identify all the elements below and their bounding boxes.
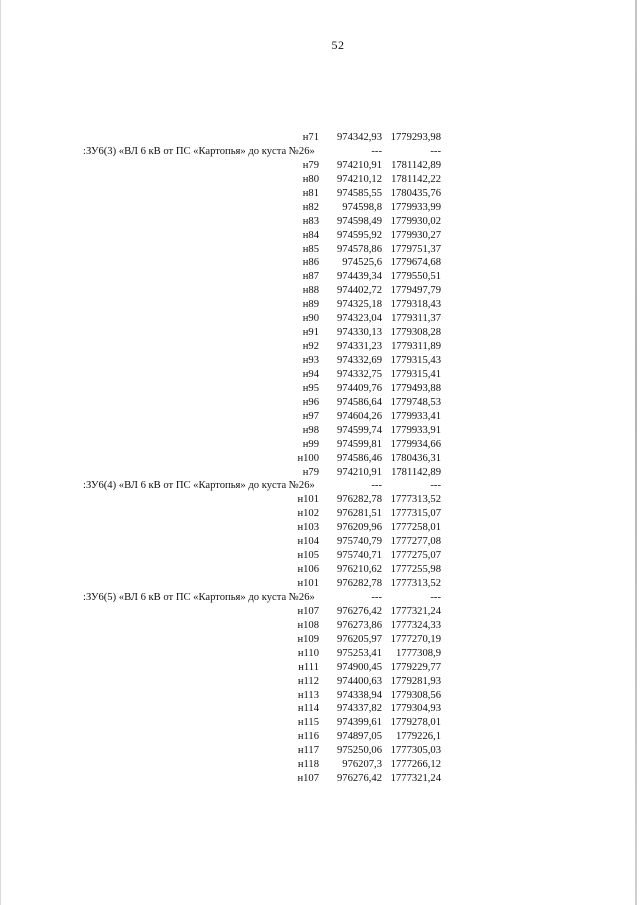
- x-coordinate: 974332,69: [336, 355, 382, 366]
- x-coordinate: 976209,96: [336, 522, 382, 534]
- y-coordinate: 1780435,76: [390, 187, 441, 199]
- point-id: н108: [297, 619, 319, 631]
- x-coordinate: 974599,81: [336, 438, 382, 450]
- y-coordinate: 1781142,22: [391, 173, 441, 185]
- point-id: н79: [302, 466, 319, 478]
- x-coordinate: 975740,71: [336, 550, 382, 562]
- y-coordinate: 1777305,03: [390, 745, 441, 757]
- x-coordinate: 976276,42: [336, 605, 382, 617]
- y-coordinate: 1779493,88: [390, 382, 441, 394]
- x-coordinate: 975740,79: [336, 536, 382, 548]
- x-coordinate: 976273,86: [336, 619, 382, 631]
- y-coordinate: 1779308,28: [390, 327, 441, 339]
- y-coordinate: 1779311,89: [391, 341, 441, 353]
- y-coordinate: 1779304,93: [390, 703, 441, 715]
- x-coordinate: 974604,26: [336, 410, 382, 422]
- coordinate-row: [0, 368, 470, 382]
- point-id: н93: [302, 355, 319, 366]
- point-id: н86: [302, 257, 319, 269]
- point-id: н84: [302, 229, 319, 241]
- coordinate-row: [0, 215, 470, 229]
- y-coordinate: ---: [430, 591, 441, 603]
- coordinate-row: [0, 298, 470, 312]
- y-coordinate: 1779934,66: [390, 438, 441, 450]
- x-coordinate: 974325,18: [336, 299, 382, 311]
- point-id: н83: [302, 215, 319, 227]
- point-id: н117: [297, 745, 319, 757]
- y-coordinate: 1777258,01: [390, 522, 441, 534]
- coordinate-row: [0, 354, 470, 368]
- point-id: н105: [297, 550, 319, 562]
- x-coordinate: 974598,8: [342, 201, 382, 213]
- y-coordinate: 1779674,68: [390, 257, 441, 269]
- section-header-row: [0, 145, 470, 159]
- section-header-row: [0, 591, 470, 605]
- y-coordinate: ---: [430, 145, 441, 157]
- section-header-row: [0, 479, 470, 493]
- coordinate-row: [0, 661, 470, 675]
- point-id: н71: [302, 132, 319, 143]
- coordinate-row: [0, 772, 470, 786]
- x-coordinate: 974578,86: [336, 243, 382, 255]
- x-coordinate: 974585,55: [336, 187, 382, 199]
- x-coordinate: 974586,64: [336, 396, 382, 408]
- coordinate-row: [0, 702, 470, 716]
- y-coordinate: 1779933,91: [390, 424, 441, 436]
- point-id: н115: [297, 717, 319, 729]
- y-coordinate: 1777275,07: [390, 550, 441, 562]
- coordinate-row: [0, 563, 470, 577]
- y-coordinate: 1779278,01: [390, 717, 441, 729]
- coordinate-row: [0, 326, 470, 340]
- y-coordinate: 1779315,43: [390, 355, 441, 366]
- section-label: :ЗУ6(4) «ВЛ 6 кВ от ПС «Картопья» до куста №26»: [83, 480, 315, 492]
- point-id: н97: [302, 410, 319, 422]
- coordinate-row: [0, 159, 470, 173]
- x-coordinate: 975253,41: [336, 647, 382, 659]
- y-coordinate: 1777315,07: [390, 508, 441, 520]
- y-coordinate: ---: [430, 480, 441, 492]
- point-id: н82: [302, 201, 319, 213]
- point-id: н118: [297, 759, 319, 771]
- point-id: н95: [302, 382, 319, 394]
- y-coordinate: 1779311,37: [391, 313, 441, 325]
- point-id: н110: [297, 647, 319, 659]
- coordinate-row: [0, 452, 470, 466]
- y-coordinate: 1777308,9: [395, 647, 441, 659]
- coordinate-row: [0, 256, 470, 270]
- y-coordinate: 1777266,12: [390, 759, 441, 771]
- y-coordinate: 1777270,19: [390, 633, 441, 645]
- point-id: н113: [297, 689, 319, 701]
- point-id: н90: [302, 313, 319, 325]
- y-coordinate: 1777313,52: [390, 578, 441, 589]
- y-coordinate: 1777255,98: [390, 564, 441, 576]
- x-coordinate: 974210,91: [336, 466, 382, 478]
- coordinate-row: [0, 284, 470, 298]
- y-coordinate: 1779293,98: [390, 132, 441, 143]
- x-coordinate: 974402,72: [336, 285, 382, 297]
- x-coordinate: 974897,05: [336, 731, 382, 743]
- x-coordinate: 974586,46: [336, 452, 382, 464]
- y-coordinate: 1777313,52: [390, 494, 441, 506]
- point-id: н94: [302, 368, 319, 380]
- x-coordinate: 975250,06: [336, 745, 382, 757]
- coordinate-row: [0, 312, 470, 326]
- x-coordinate: 974595,92: [336, 229, 382, 241]
- coordinate-row: [0, 675, 470, 689]
- x-coordinate: 976210,62: [336, 564, 382, 576]
- coordinate-row: [0, 493, 470, 507]
- y-coordinate: 1779930,02: [390, 215, 441, 227]
- coordinate-row: [0, 382, 470, 396]
- coordinate-row: [0, 689, 470, 703]
- point-id: н104: [297, 536, 319, 548]
- y-coordinate: 1779226,1: [395, 731, 441, 743]
- point-id: н87: [302, 271, 319, 283]
- x-coordinate: 974331,23: [336, 341, 382, 353]
- coordinate-row: [0, 577, 470, 591]
- coordinate-row: [0, 466, 470, 480]
- point-id: н81: [302, 187, 319, 199]
- point-id: н101: [297, 494, 319, 506]
- x-coordinate: 976276,42: [336, 773, 382, 785]
- y-coordinate: 1779318,43: [390, 299, 441, 311]
- coordinate-row: [0, 535, 470, 549]
- coordinate-row: [0, 424, 470, 438]
- x-coordinate: 974439,34: [336, 271, 382, 283]
- coordinate-row: [0, 744, 470, 758]
- x-coordinate: 976281,51: [336, 508, 382, 520]
- point-id: н79: [302, 159, 319, 171]
- y-coordinate: 1777324,33: [390, 619, 441, 631]
- point-id: н100: [297, 452, 319, 464]
- x-coordinate: 974525,6: [342, 257, 382, 269]
- coordinate-row: [0, 201, 470, 215]
- coordinate-row: [0, 521, 470, 535]
- y-coordinate: 1779308,56: [390, 689, 441, 701]
- y-coordinate: 1781142,89: [391, 466, 441, 478]
- coordinate-row: [0, 647, 470, 661]
- coordinate-row: [0, 633, 470, 647]
- coordinate-row: [0, 340, 470, 354]
- y-coordinate: 1780436,31: [390, 452, 441, 464]
- point-id: н109: [297, 633, 319, 645]
- x-coordinate: 976207,3: [342, 759, 382, 771]
- coordinate-row: [0, 730, 470, 744]
- x-coordinate: 976282,78: [336, 494, 382, 506]
- x-coordinate: 974330,13: [336, 327, 382, 339]
- x-coordinate: 974900,45: [336, 661, 382, 673]
- x-coordinate: 974210,91: [336, 159, 382, 171]
- point-id: н96: [302, 396, 319, 408]
- coordinate-row: [0, 507, 470, 521]
- point-id: н91: [302, 327, 319, 339]
- y-coordinate: 1779751,37: [390, 243, 441, 255]
- point-id: н85: [302, 243, 319, 255]
- coordinate-row: [0, 187, 470, 201]
- coordinate-row: [0, 173, 470, 187]
- x-coordinate: 974599,74: [336, 424, 382, 436]
- x-coordinate: 974332,75: [336, 368, 382, 380]
- coordinate-row: [0, 396, 470, 410]
- y-coordinate: 1779315,41: [390, 368, 441, 380]
- coordinate-row: [0, 758, 470, 772]
- x-coordinate: 974323,04: [336, 313, 382, 325]
- point-id: н101: [297, 578, 319, 589]
- y-coordinate: 1779550,51: [390, 271, 441, 283]
- point-id: н107: [297, 605, 319, 617]
- y-coordinate: 1777321,24: [390, 605, 441, 617]
- y-coordinate: 1779229,77: [390, 661, 441, 673]
- point-id: н98: [302, 424, 319, 436]
- point-id: н92: [302, 341, 319, 353]
- y-coordinate: 1779930,27: [390, 229, 441, 241]
- point-id: н106: [297, 564, 319, 576]
- y-coordinate: 1779281,93: [390, 675, 441, 687]
- point-id: н112: [297, 675, 319, 687]
- section-label: :ЗУ6(5) «ВЛ 6 кВ от ПС «Картопья» до куста №26»: [83, 591, 315, 603]
- section-label: :ЗУ6(3) «ВЛ 6 кВ от ПС «Картопья» до куста №26»: [83, 145, 315, 157]
- x-coordinate: 974342,93: [336, 132, 382, 143]
- coordinate-row: [0, 229, 470, 243]
- y-coordinate: 1781142,89: [391, 159, 441, 171]
- y-coordinate: 1779748,53: [390, 396, 441, 408]
- point-id: н111: [298, 661, 319, 673]
- x-coordinate: 974598,49: [336, 215, 382, 227]
- scan-edge-right: [635, 0, 637, 905]
- coordinate-row: [0, 438, 470, 452]
- coordinate-row: [0, 716, 470, 730]
- x-coordinate: 976205,97: [336, 633, 382, 645]
- y-coordinate: 1779933,99: [390, 201, 441, 213]
- y-coordinate: 1777321,24: [390, 773, 441, 785]
- x-coordinate: 974399,61: [336, 717, 382, 729]
- coordinate-row: [0, 605, 470, 619]
- y-coordinate: 1777277,08: [390, 536, 441, 548]
- y-coordinate: 1779497,79: [390, 285, 441, 297]
- coordinate-row: [0, 243, 470, 257]
- point-id: н107: [297, 773, 319, 785]
- coordinate-table: [0, 131, 470, 786]
- x-coordinate: 974210,12: [336, 173, 382, 185]
- point-id: н99: [302, 438, 319, 450]
- coordinate-row: [0, 270, 470, 284]
- x-coordinate: 974409,76: [336, 382, 382, 394]
- x-coordinate: ---: [371, 145, 382, 157]
- x-coordinate: ---: [371, 591, 382, 603]
- coordinate-row: [0, 410, 470, 424]
- point-id: н102: [297, 508, 319, 520]
- coordinate-row: [0, 131, 470, 145]
- x-coordinate: 974338,94: [336, 689, 382, 701]
- x-coordinate: 976282,78: [336, 578, 382, 589]
- page-number: 52: [331, 38, 345, 52]
- x-coordinate: ---: [371, 480, 382, 492]
- x-coordinate: 974400,63: [336, 675, 382, 687]
- point-id: н114: [297, 703, 319, 715]
- point-id: н116: [297, 731, 319, 743]
- y-coordinate: 1779933,41: [390, 410, 441, 422]
- point-id: н89: [302, 299, 319, 311]
- x-coordinate: 974337,82: [336, 703, 382, 715]
- point-id: н103: [297, 522, 319, 534]
- point-id: н88: [302, 285, 319, 297]
- coordinate-row: [0, 549, 470, 563]
- point-id: н80: [302, 173, 319, 185]
- coordinate-row: [0, 619, 470, 633]
